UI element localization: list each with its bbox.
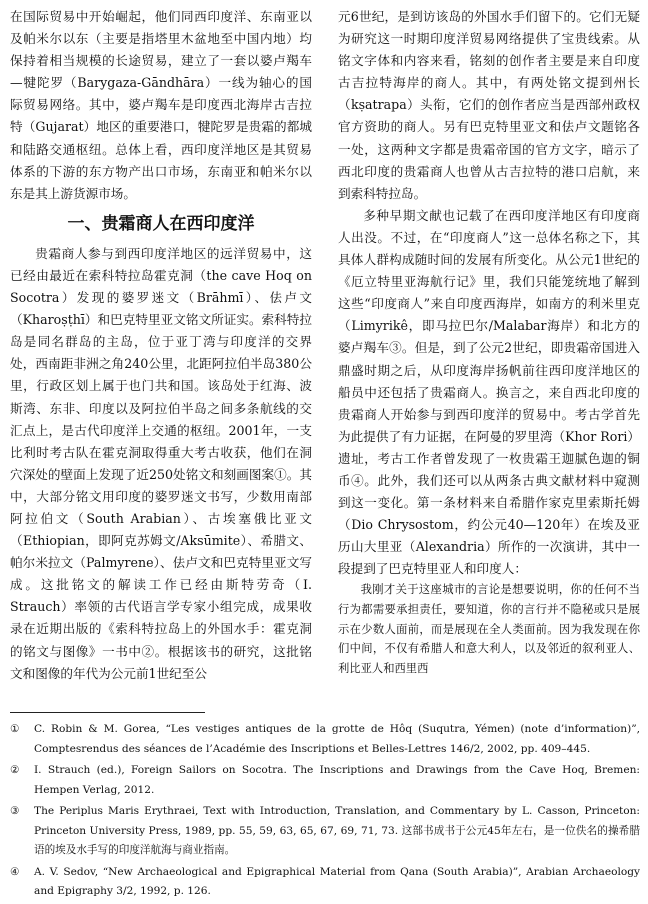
footnote	[10, 720, 640, 759]
footnote-mark: ②	[10, 764, 20, 776]
footnote-divider	[10, 712, 205, 713]
paragraph-intro: 在国际贸易中开始崛起，他们同西印度洋、东南亚以及帕米尔以东（主要是指塔里木盆地至中国内地）均保持着相当规模的长途贸易，建立了一套以婆卢羯车—犍陀罗（Barygaza-Gāndhāra）一线为轴心的国际贸易网络。其中，婆卢羯车是印度西北海岸古吉拉特（Gujarat）地区的重要港口，犍陀罗是贵霜的都城和陆路交通枢纽。总体上看，西印度洋地区是其贸易体系的下游的东方物产出口市场，东南亚和帕米尔以东是其上游货源市场。	[10, 9, 312, 201]
footnote-text: A. V. Sedov, “New Archaeological and Epigraphical Material from Qana (South Arabia)”, Arabian Archaeology and Epigraphy 3/2, 1992, p. 126.	[34, 865, 640, 897]
paragraph-continued: 元6世纪，是到访该岛的外国水手们留下的。它们无疑为研究这一时期印度洋贸易网络提供了宝贵线索。从铭文字体和内容来看，铭刻的创作者主要是来自印度古吉拉特海岸的商人。其中，有两处铭文提到州长（kṣatrapa）头衔，它们的创作者应当是西部州政权官方资助的商人。另有巴克特里亚文和佉卢文题铭各一处，这两种文字都是贵霜帝国的官方文字，暗示了西北印度的贵霜商人也曾从古吉拉特的港口启航，来到索科特拉岛。	[338, 9, 640, 201]
left-column	[10, 6, 312, 685]
footnote-text: The Periplus Maris Erythraei, Text with Introduction, Translation, and Commentary by L. Casson, Princeton: Princeton University Press, 1989, pp. 55, 59, 63, 65, 67, 69, 71, 73. 这部书成书于公元45年左右，是一位佚名的操希腊语的埃及水手写的印度洋航海与商业指南。	[34, 805, 640, 856]
paragraph-socotra: 贵霜商人参与到西印度洋地区的远洋贸易中，这已经由最近在索科特拉岛霍克洞（the cave Hoq on Socotra）发现的婆罗迷文（Brāhmī）、佉卢文（Kharoṣṭhī）和巴克特里亚文铭文所证实。索科特拉岛是同名群岛的主岛，位于亚丁湾与印度洋的交界处，西南距非洲之角240公里，北距阿拉伯半岛380公里，行政区划上属于也门共和国。该岛处于红海、波斯湾、东非、印度以及阿拉伯半岛之间多条航线的交汇点上，是古代印度洋上交通的枢纽。2001年，一支比利时考古队在霍克洞取得重大考古收获，他们在洞穴深处的壁面上发现了近250处铭文和刻画图案①。其中，大部分铭文用印度的婆罗迷文书写，少数用南部阿拉伯文（South Arabian）、古埃塞俄比亚文（Ethiopian，即阿克苏姆文/Aksūmite）、希腊文、帕尔米拉文（Palmyrene）、佉卢文和巴克特里亚文写成。这批铭文的解读工作已经由斯特劳奇（I. Strauch）率领的古代语言学专家小组完成，成果收录在近期出版的《索科特拉岛上的外国水手：霍克洞的铭文与图像》一书中②。根据该书的研究，这批铭文和图像的年代为公元前1世纪至公	[10, 245, 312, 681]
footnote	[10, 802, 640, 861]
footnote-text: I. Strauch (ed.), Foreign Sailors on Socotra. The Inscriptions and Drawings from the Cave Hoq, Bremen: Hempen Verlag, 2012.	[34, 764, 640, 796]
footnote-mark: ③	[10, 805, 20, 817]
footnote-mark: ①	[10, 723, 20, 735]
paragraph-sources: 多种早期文献也记载了在西印度洋地区有印度商人出没。不过，在“印度商人”这一总体名称之下，其具体人群构成随时间的发展有所变化。从公元1世纪的《厄立特里亚海航行记》里，我们只能笼统地了解到这些“印度商人”来自印度西海岸，如南方的利米里克（Limyrikê，即马拉巴尔/Malabar海岸）和北方的婆卢羯车③。但是，到了公元2世纪，即贵霜帝国进入鼎盛时期之后，从印度海岸扬帆前往西印度洋地区的船员中还包括了贵霜商人。换言之，来自西北印度的贵霜商人开始参与到西印度洋的贸易中。考古学首先为此提供了有力证据，在阿曼的罗里湾（Khor Rori）遗址，考古工作者曾发现了一枚贵霜王迦腻色迦的铜币④。此外，我们还可以从两条古典文献材料中窥测到这一变化。第一条材料来自希腊作家克里索斯托姆（Dio Chrysostom，约公元40—120年）在埃及亚历山大里亚（Alexandria）所作的一次演讲，其中一段提到了巴克特里亚人和印度人：	[338, 207, 640, 577]
right-column	[338, 6, 640, 678]
footnotes	[10, 720, 640, 904]
footnote	[10, 761, 640, 800]
block-quote: 我刚才关于这座城市的言论是想要说明，你的任何不当行为都需要承担责任，要知道，你的言行并不隐秘或只是展示在少数人面前，而是展现在全人类面前。因为我发现在你们中间，不仅有希腊人和意大利人，以及邻近的叙利亚人、利比亚人和西里西	[338, 583, 640, 675]
footnote-text: C. Robin & M. Gorea, “Les vestiges antiques de la grotte de Hôq (Suqutra, Yémen) (note d’information)”, Comptesrendus des séances de l’Académie des Inscriptions et Belles-Lettres 146/2, 2002, pp. 409–445.	[34, 723, 640, 755]
footnote	[10, 863, 640, 902]
section-heading: 一、贵霜商人在西印度洋	[67, 213, 255, 234]
footnote-mark: ④	[10, 865, 20, 878]
